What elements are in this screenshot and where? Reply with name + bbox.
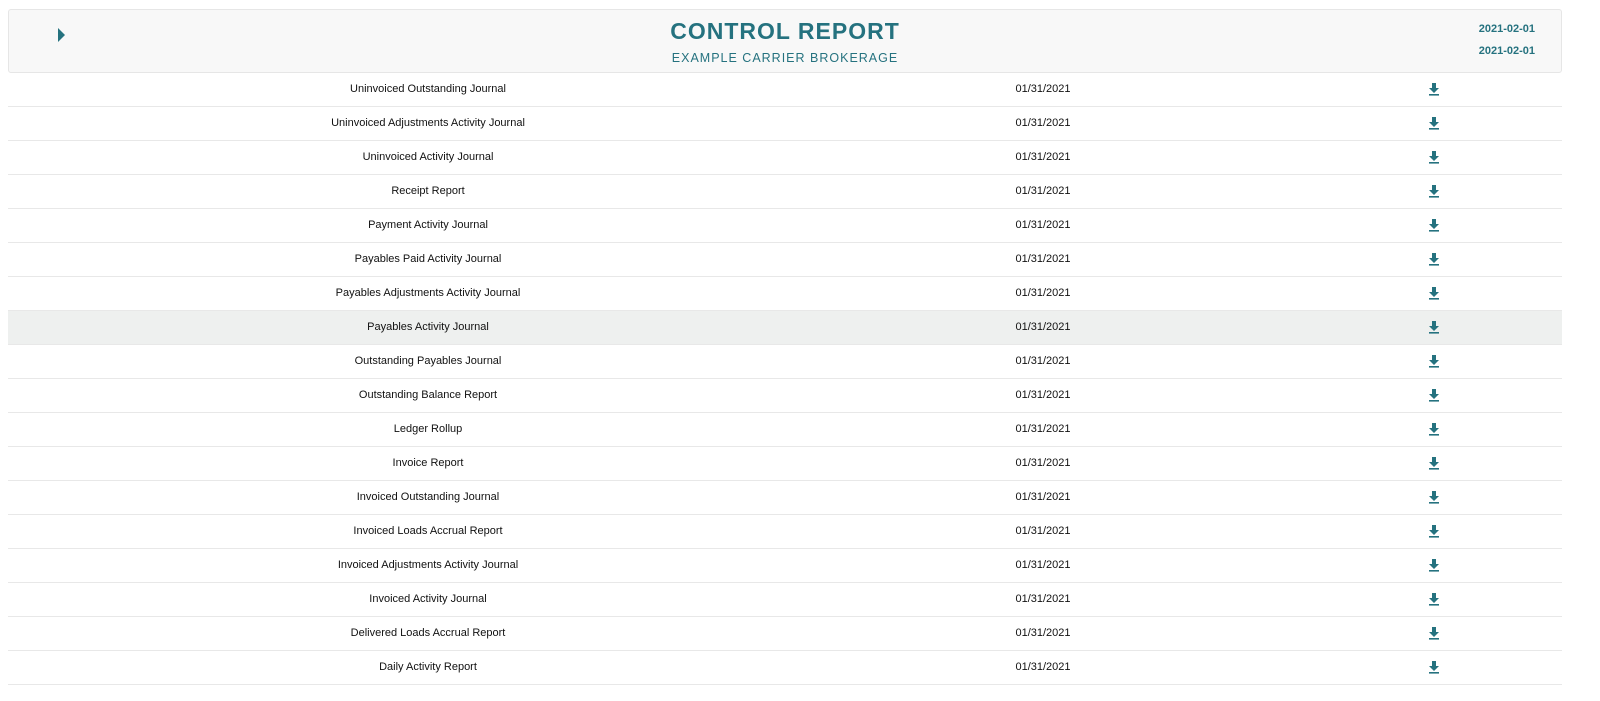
download-icon[interactable]: [1427, 354, 1441, 368]
table-row: [8, 345, 1562, 379]
table-row: [8, 73, 1562, 107]
report-date: 01/31/2021: [1015, 389, 1071, 401]
download-icon[interactable]: [1427, 626, 1441, 640]
report-name: Invoiced Adjustments Activity Journal: [337, 559, 519, 571]
table-row: [8, 481, 1562, 515]
report-date: 01/31/2021: [1015, 83, 1071, 95]
table-row: [8, 651, 1562, 685]
report-name: Payables Activity Journal: [367, 321, 489, 333]
download-icon[interactable]: [1427, 320, 1441, 334]
report-name: Outstanding Balance Report: [358, 389, 498, 401]
report-name: Payables Paid Activity Journal: [354, 253, 502, 265]
report-date: 01/31/2021: [1015, 491, 1071, 503]
table-row: [8, 549, 1562, 583]
report-date: 01/31/2021: [1015, 627, 1071, 639]
download-icon[interactable]: [1427, 660, 1441, 674]
report-name: Invoice Report: [392, 457, 464, 469]
report-date: 01/31/2021: [1015, 253, 1071, 265]
report-date: 01/31/2021: [1015, 219, 1071, 231]
report-name: Uninvoiced Activity Journal: [362, 151, 494, 163]
table-row: [8, 617, 1562, 651]
table-row: [8, 515, 1562, 549]
start-date: 2021-02-01: [1478, 23, 1535, 35]
report-date: 01/31/2021: [1015, 151, 1071, 163]
report-date: 01/31/2021: [1015, 185, 1071, 197]
table-row: [8, 379, 1562, 413]
page-title: CONTROL REPORT: [670, 18, 900, 44]
download-icon[interactable]: [1427, 116, 1441, 130]
table-row: [8, 277, 1562, 311]
table-row: [8, 175, 1562, 209]
table-row: [8, 141, 1562, 175]
report-name: Outstanding Payables Journal: [354, 355, 502, 367]
download-icon[interactable]: [1427, 524, 1441, 538]
table-row: [8, 107, 1562, 141]
download-icon[interactable]: [1427, 592, 1441, 606]
report-date: 01/31/2021: [1015, 661, 1071, 673]
download-icon[interactable]: [1427, 490, 1441, 504]
report-name: Invoiced Outstanding Journal: [356, 491, 500, 503]
report-date: 01/31/2021: [1015, 457, 1071, 469]
report-date: 01/31/2021: [1015, 321, 1071, 333]
report-name: Uninvoiced Outstanding Journal: [350, 83, 506, 95]
table-row: [8, 311, 1562, 345]
report-date: 01/31/2021: [1015, 117, 1071, 129]
report-name: Invoiced Activity Journal: [369, 593, 487, 605]
report-date: 01/31/2021: [1015, 287, 1071, 299]
report-name: Invoiced Loads Accrual Report: [353, 525, 503, 537]
end-date: 2021-02-01: [1478, 45, 1535, 57]
report-date: 01/31/2021: [1015, 525, 1071, 537]
table-row: [8, 447, 1562, 481]
report-date: 01/31/2021: [1015, 559, 1071, 571]
table-row: [8, 583, 1562, 617]
table-row: [8, 209, 1562, 243]
report-date: 01/31/2021: [1015, 593, 1071, 605]
report-date: 01/31/2021: [1015, 355, 1071, 367]
report-header: [8, 9, 1562, 73]
download-icon[interactable]: [1427, 150, 1441, 164]
download-icon[interactable]: [1427, 558, 1441, 572]
download-icon[interactable]: [1427, 286, 1441, 300]
download-icon[interactable]: [1427, 456, 1441, 470]
report-name: Delivered Loads Accrual Report: [350, 627, 506, 639]
report-name: Receipt Report: [391, 185, 465, 197]
download-icon[interactable]: [1427, 184, 1441, 198]
report-name: Ledger Rollup: [393, 423, 463, 435]
report-name: Daily Activity Report: [379, 661, 477, 673]
download-icon[interactable]: [1427, 388, 1441, 402]
company-name: EXAMPLE CARRIER BROKERAGE: [671, 51, 899, 65]
table-row: [8, 243, 1562, 277]
table-row: [8, 413, 1562, 447]
report-name: Uninvoiced Adjustments Activity Journal: [331, 117, 525, 129]
download-icon[interactable]: [1427, 252, 1441, 266]
report-name: Payables Adjustments Activity Journal: [335, 287, 521, 299]
report-list: [8, 73, 1562, 685]
download-icon[interactable]: [1427, 82, 1441, 96]
report-name: Payment Activity Journal: [368, 219, 488, 231]
download-icon[interactable]: [1427, 422, 1441, 436]
download-icon[interactable]: [1427, 218, 1441, 232]
report-date: 01/31/2021: [1015, 423, 1071, 435]
